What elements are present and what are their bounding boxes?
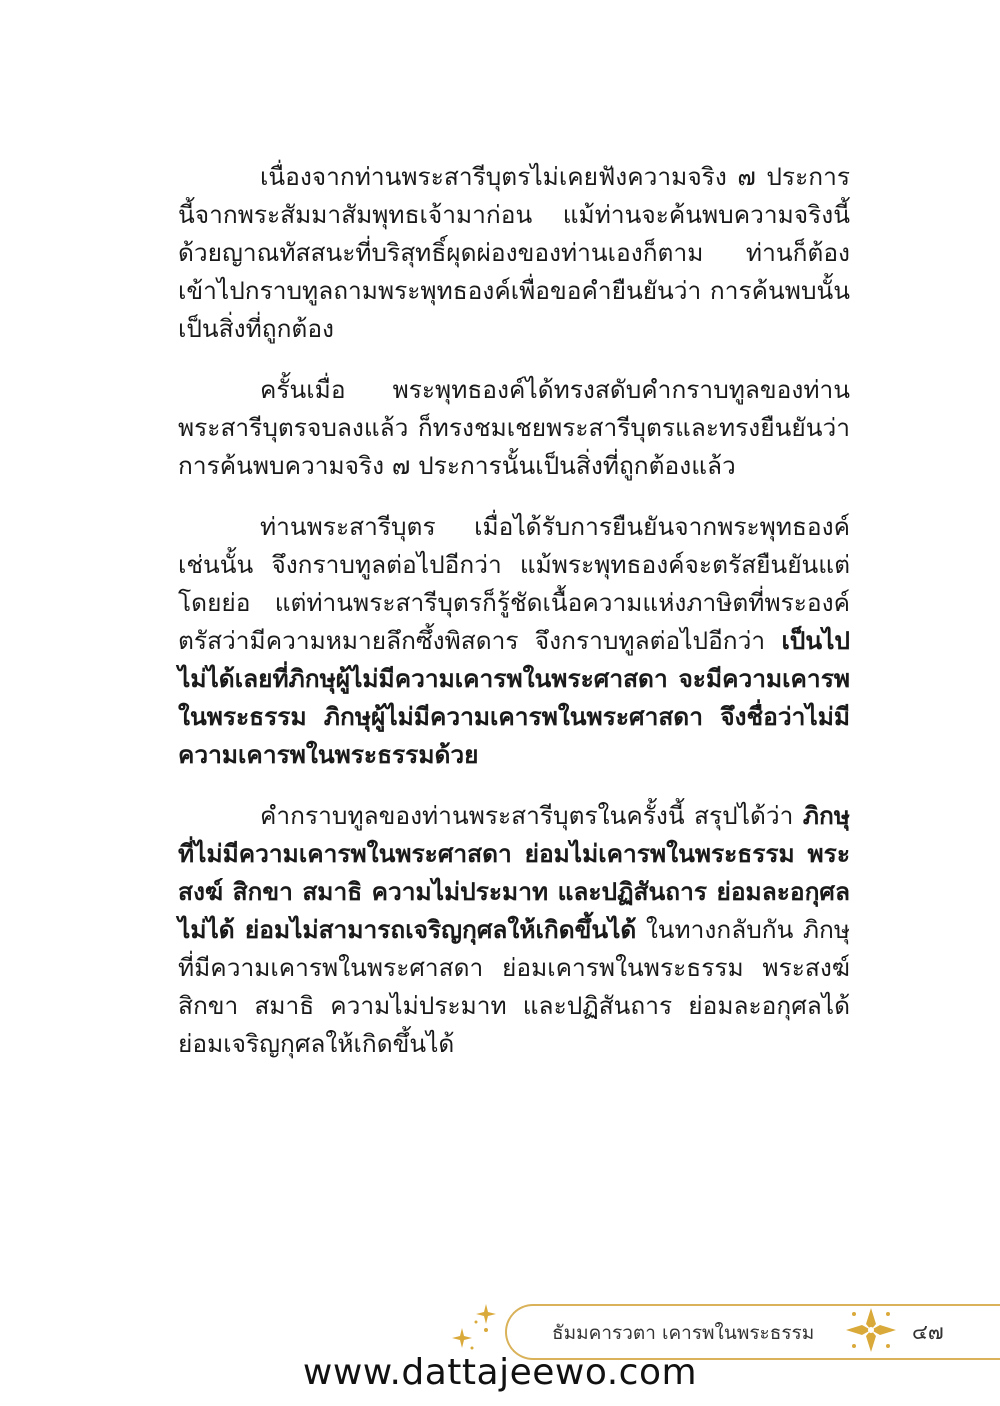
footer-title: ธัมมคารวตา เคารพในพระธรรม: [552, 1322, 815, 1344]
emphasis-text: ภิกษุที่ไม่มีความเคารพในพระศาสดา ย่อมไม่เคารพในพระธรรม พระสงฆ์ สิกขา สมาธิ ความไม่ประมาท และปฏิสันถาร ย่อมละอกุศลไม่ได้ ย่อมไม่สามารถเจริญกุศลให้เกิดขึ้นได้: [178, 801, 850, 944]
paragraph-text: ครั้นเมื่อ พระพุทธองค์ได้ทรงสดับคำกราบทูลของท่านพระสารีบุตรจบลงแล้ว ก็ทรงชมเชยพระสารีบุตรและทรงยืนยันว่า การค้นพบความจริง ๗ ประการนั้นเป็นสิ่งที่ถูกต้องแล้ว: [178, 375, 850, 480]
sparkle-ornament-icon: [446, 1300, 506, 1360]
paragraph-text: คำกราบทูลของท่านพระสารีบุตรในครั้งนี้ สรุปได้ว่า: [260, 801, 803, 830]
paragraph-3: [178, 508, 850, 774]
paragraph-1: [178, 158, 850, 348]
page-body: [178, 158, 850, 1086]
paragraph-text: เนื่องจากท่านพระสารีบุตรไม่เคยฟังความจริง ๗ ประการนี้จากพระสัมมาสัมพุทธเจ้ามาก่อน แม้ท่านจะค้นพบความจริงนี้ด้วยญาณทัสสนะที่บริสุทธิ์ผุดผ่องของท่านเองก็ตาม ท่านก็ต้องเข้าไปกราบทูลถามพระพุทธองค์เพื่อขอคำยืนยันว่า การค้นพบนั้นเป็นสิ่งที่ถูกต้อง: [178, 162, 850, 343]
page-number: ๔๗: [912, 1320, 944, 1344]
paragraph-2: [178, 371, 850, 485]
paragraph-text: ในทางกลับกัน ภิกษุที่มีความเคารพในพระศาสดา ย่อมเคารพในพระธรรม พระสงฆ์ สิกขา สมาธิ ความไม่ประมาท และปฏิสันถาร ย่อมละอกุศลได้ ย่อมเจริญกุศลให้เกิดขึ้นได้: [178, 915, 850, 1058]
paragraph-4: [178, 797, 850, 1063]
flower-ornament-icon: [842, 1304, 900, 1356]
website-url: www.dattajeewo.com: [302, 1352, 698, 1393]
emphasis-text: เป็นไปไม่ได้เลยที่ภิกษุผู้ไม่มีความเคารพในพระศาสดา จะมีความเคารพในพระธรรม ภิกษุผู้ไม่มีความเคารพในพระศาสดา จึงชื่อว่าไม่มีความเคารพในพระธรรมด้วย: [178, 626, 850, 769]
paragraph-text: ท่านพระสารีบุตร เมื่อได้รับการยืนยันจากพระพุทธองค์เช่นนั้น จึงกราบทูลต่อไปอีกว่า แม้พระพุทธองค์จะตรัสยืนยันแต่โดยย่อ แต่ท่านพระสารีบุตรก็รู้ชัดเนื้อความแห่งภาษิตที่พระองค์ตรัสว่ามีความหมายลึกซึ้งพิสดาร จึงกราบทูลต่อไปอีกว่า: [178, 512, 850, 655]
